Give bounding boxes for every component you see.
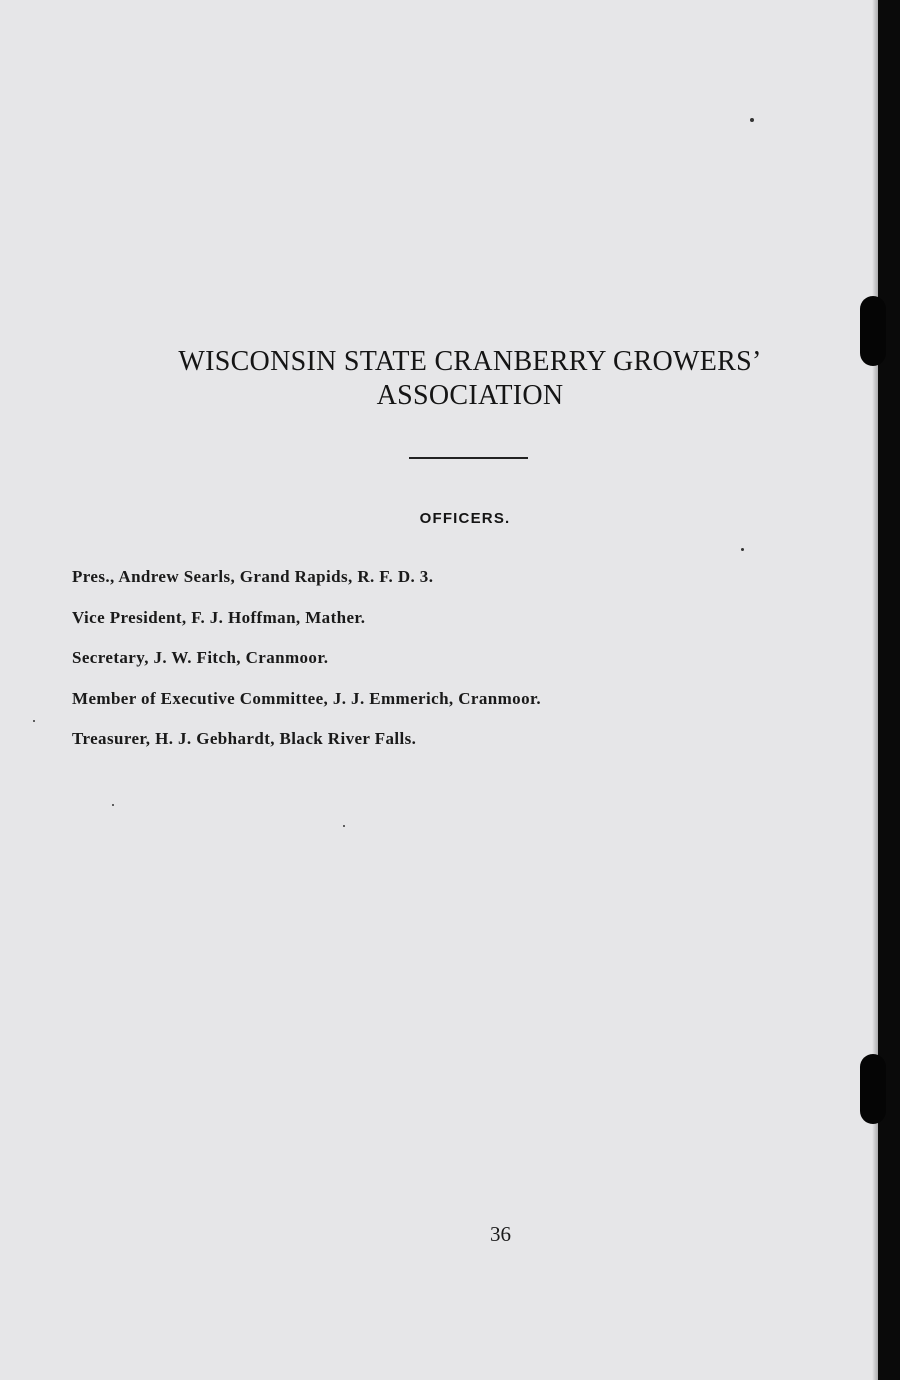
- title-divider: [409, 457, 528, 459]
- page-title-line-1: WISCONSIN STATE CRANBERRY GROWERS’: [178, 346, 762, 377]
- officers-list: [72, 566, 541, 769]
- officers-heading: OFFICERS.: [419, 510, 511, 527]
- paper-speck: [741, 548, 744, 551]
- paper-speck: [343, 825, 345, 827]
- officer-entry-secretary: Secretary, J. W. Fitch, Cranmoor.: [72, 648, 329, 667]
- page-title-line-2: ASSOCIATION: [376, 380, 564, 411]
- paper-speck: [33, 720, 35, 722]
- punch-hole-bottom: [860, 1054, 886, 1124]
- paper-speck: [112, 804, 114, 806]
- officer-entry-treasurer: Treasurer, H. J. Gebhardt, Black River Falls.: [72, 729, 417, 748]
- page-number: 36: [490, 1222, 511, 1246]
- officer-entry-vice-president: Vice President, F. J. Hoffman, Mather.: [72, 607, 366, 627]
- officer-entry-executive-committee: Member of Executive Committee, J. J. Emmerich, Cranmoor.: [72, 688, 541, 708]
- officer-entry-president: Pres., Andrew Searls, Grand Rapids, R. F. D. 3.: [72, 567, 434, 586]
- binding-edge: [878, 0, 900, 1380]
- paper-speck: [750, 118, 754, 122]
